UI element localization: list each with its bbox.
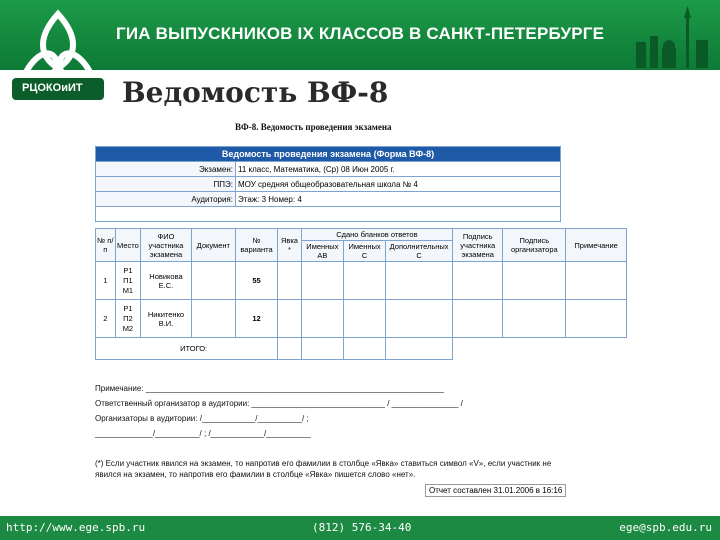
place-code: М2 <box>122 323 134 333</box>
col-num: № п/п <box>96 229 116 262</box>
place-code: П1 <box>123 275 133 285</box>
table-row <box>96 300 627 338</box>
room-label: Аудитория: <box>96 192 236 207</box>
banner-title: ГИА ВЫПУСКНИКОВ IX КЛАССОВ В САНКТ-ПЕТЕРБУРГЕ <box>116 24 605 43</box>
col-forms-group: Сдано бланков ответов <box>301 229 452 241</box>
total-spacer <box>453 338 627 360</box>
row-note <box>566 262 627 300</box>
col-forms-extra: Дополнительных С <box>386 241 453 262</box>
col-attendance: Явка * <box>278 229 302 262</box>
place-code: П2 <box>123 313 133 323</box>
place-code: Р1 <box>123 303 133 313</box>
row-forms-extra <box>386 262 453 300</box>
row-fio: Новикова Е.С. <box>141 262 191 300</box>
form-title: Ведомость проведения экзамена (Форма ВФ-8) <box>96 147 561 162</box>
page-title: Ведомость ВФ-8 <box>122 76 389 109</box>
ppe-label: ППЭ: <box>96 177 236 192</box>
doc-caption: ВФ-8. Ведомость проведения экзамена <box>235 122 392 132</box>
signatures-block <box>95 384 625 444</box>
footer-email-link[interactable]: ege@spb.edu.ru <box>619 521 712 534</box>
organizers-line-2: _____________/__________/ ; /____________/__________ <box>95 429 311 438</box>
row-sign-participant <box>453 300 503 338</box>
row-forms-ab <box>301 300 343 338</box>
row-document <box>191 300 235 338</box>
col-place: Место <box>115 229 141 262</box>
responsible-line: Ответственный организатор в аудитории: ______________________________ / _______________ / <box>95 399 463 408</box>
header <box>0 0 720 110</box>
row-document <box>191 262 235 300</box>
footer-phone: (812) 576-34-40 <box>312 521 412 534</box>
col-fio: ФИО участника экзамена <box>141 229 191 262</box>
row-attendance <box>278 262 302 300</box>
organizers-line: Организаторы в аудитории: /____________/__________/ ; <box>95 414 309 423</box>
row-fio: Никитенко В.И. <box>141 300 191 338</box>
total-attendance <box>278 338 302 360</box>
total-row <box>96 338 627 360</box>
city-skyline-icon <box>626 6 716 68</box>
footer-website-link[interactable]: http://www.ege.spb.ru <box>6 521 146 534</box>
place-code: Р1 <box>123 265 133 275</box>
report-date: Отчет составлен 31.01.2006 в 16:16 <box>425 484 566 497</box>
col-forms-c: Именных С <box>343 241 385 262</box>
col-note: Примечание <box>566 229 627 262</box>
room-value: Этаж: 3 Номер: 4 <box>236 192 561 207</box>
total-forms-extra <box>386 338 453 360</box>
col-document: Документ <box>191 229 235 262</box>
row-variant: 55 <box>235 262 277 300</box>
total-forms-ab <box>301 338 343 360</box>
row-sign-organizer <box>503 300 566 338</box>
footer <box>0 516 720 540</box>
row-sign-participant <box>453 262 503 300</box>
form-header-table <box>95 146 561 222</box>
attendance-footnote: (*) Если участник явился на экзамен, то напротив его фамилии в столбце «Явка» ставиться символ «V», если участник не явился на экзамен, то напротив его фамилии в столбце «Явка» пишется слово «нет». <box>95 459 552 479</box>
form-document <box>95 118 627 502</box>
blank-row <box>96 207 561 222</box>
row-forms-extra <box>386 300 453 338</box>
row-forms-c <box>343 300 385 338</box>
row-forms-c <box>343 262 385 300</box>
ppe-value: МОУ средняя общеобразовательная школа № 4 <box>236 177 561 192</box>
row-num: 2 <box>96 300 116 338</box>
row-place <box>115 262 141 300</box>
total-forms-c <box>343 338 385 360</box>
row-note <box>566 300 627 338</box>
exam-value: 11 класс, Математика, (Ср) 08 Июн 2005 г. <box>236 162 561 177</box>
place-code: М1 <box>122 285 134 295</box>
row-variant: 12 <box>235 300 277 338</box>
col-forms-ab: Именных АВ <box>301 241 343 262</box>
note-line: Примечание: ___________________________________________________________________ <box>95 384 444 393</box>
exam-label: Экзамен: <box>96 162 236 177</box>
row-sign-organizer <box>503 262 566 300</box>
row-forms-ab <box>301 262 343 300</box>
logo-text: РЦОКОиИТ <box>22 82 83 94</box>
row-attendance <box>278 300 302 338</box>
row-num: 1 <box>96 262 116 300</box>
col-sign-participant: Подпись участника экзамена <box>453 229 503 262</box>
col-variant: № варианта <box>235 229 277 262</box>
total-label: ИТОГО: <box>96 338 278 360</box>
col-sign-organizer: Подпись организатора <box>503 229 566 262</box>
table-row <box>96 262 627 300</box>
participants-table <box>95 228 627 360</box>
row-place <box>115 300 141 338</box>
